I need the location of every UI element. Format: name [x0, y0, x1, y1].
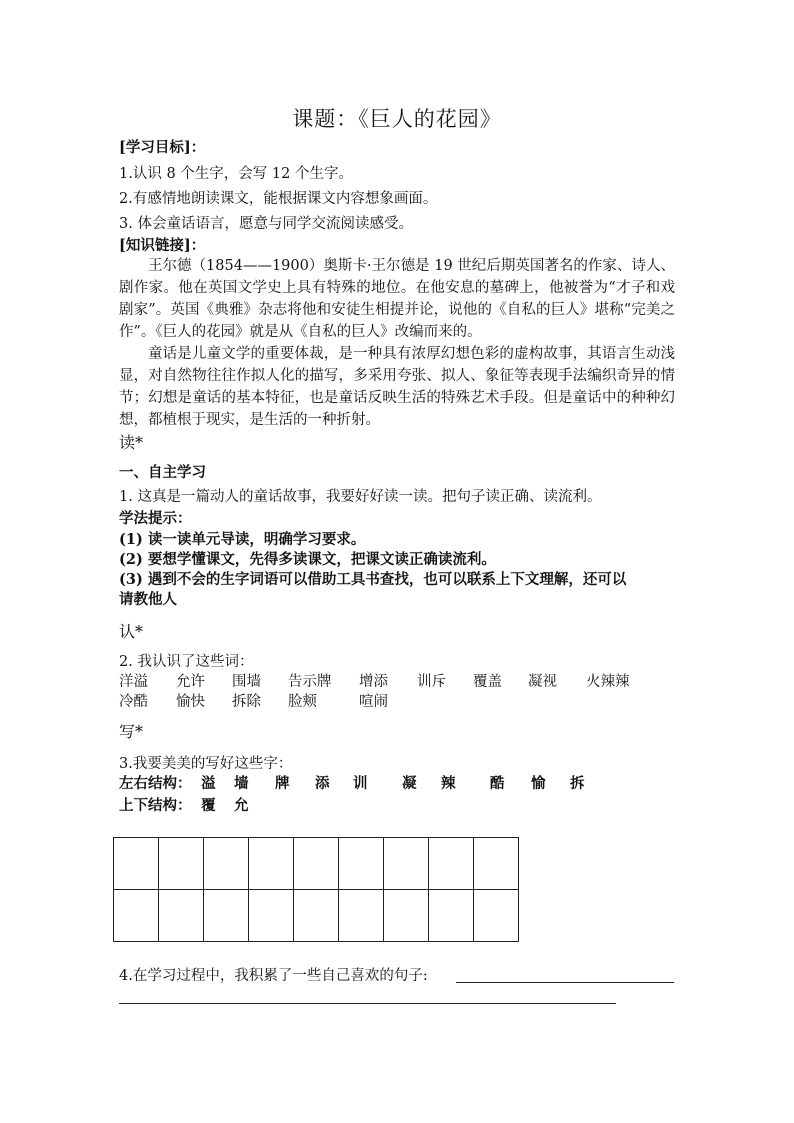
writing-cell[interactable]: [114, 890, 159, 942]
knowledge-text-1: 王尔德（1854——1900）奥斯卡·王尔德是 19 世纪后期英国著名的作家、诗人、剧作家。他在英国文学史上具有特殊的地位。在他安息的墓碑上，他被誉为“才子和戏剧家”。英国《典雅》杂志将他和安徒生相提并论，说他的《自私的巨人》堪称“完美之作”。《巨人的花园》就是从《自私的巨人》改编而来的。: [119, 258, 675, 340]
writing-grid: [113, 837, 519, 942]
tip-3-continued: 请教他人: [119, 591, 177, 608]
word: 允许: [176, 674, 205, 690]
word: 火辣辣: [586, 674, 630, 690]
writing-cell[interactable]: [384, 890, 429, 942]
char: 训: [353, 775, 368, 792]
top-bottom-structure-row: [119, 796, 639, 816]
knowledge-paragraph-2: [119, 343, 675, 431]
writing-cell[interactable]: [204, 890, 249, 942]
writing-cell[interactable]: [339, 838, 384, 890]
char: 牌: [275, 775, 290, 792]
grid-row: [114, 890, 519, 942]
word-row-2: [119, 692, 679, 712]
word: 脸颊: [288, 694, 317, 710]
char: 允: [234, 797, 249, 814]
writing-cell[interactable]: [474, 838, 519, 890]
write-label: 写*: [119, 722, 144, 741]
writing-cell[interactable]: [159, 838, 204, 890]
recognize-label: 认*: [119, 622, 144, 641]
char: 拆: [570, 775, 585, 792]
writing-cell[interactable]: [249, 890, 294, 942]
word: 冷酷: [119, 694, 148, 710]
read-item-1: 1. 这真是一篇动人的童话故事，我要好好读一读。把句子读正确、读流利。: [119, 489, 602, 505]
tips-heading: 学法提示：: [119, 510, 192, 527]
writing-cell[interactable]: [114, 838, 159, 890]
word-row-1: [119, 672, 679, 692]
writing-cell[interactable]: [294, 890, 339, 942]
writing-cell[interactable]: [339, 890, 384, 942]
page-title: 课题：《巨人的花园》: [292, 107, 502, 131]
char: 覆: [201, 797, 216, 814]
writing-cell[interactable]: [249, 838, 294, 890]
word: 愉快: [176, 694, 205, 710]
word: 拆除: [232, 694, 261, 710]
left-right-structure-row: [119, 774, 639, 794]
word: 覆盖: [473, 674, 502, 690]
item-4-prompt: 4.在学习过程中，我积累了一些自己喜欢的句子:: [119, 968, 428, 984]
word: 喧闹: [359, 694, 388, 710]
char: 凝: [402, 775, 417, 792]
writing-cell[interactable]: [429, 838, 474, 890]
word: 增添: [359, 674, 388, 690]
answer-line-2[interactable]: [119, 1003, 616, 1004]
knowledge-heading: [知识链接]：: [119, 237, 206, 254]
tip-1: (1) 读一读单元导读，明确学习要求。: [119, 531, 366, 548]
tip-3: (3) 遇到不会的生字词语可以借助工具书查找，也可以联系上下文理解，还可以: [119, 571, 627, 588]
answer-line-1[interactable]: [456, 982, 674, 983]
knowledge-text-2: 童话是儿童文学的重要体裁，是一种具有浓厚幻想色彩的虚构故事，其语言生动浅显，对自然物往往作拟人化的描写，多采用夸张、拟人、象征等表现手法编织奇异的情节；幻想是童话的基本特征，也是童话反映生活的特殊艺术手段。但是童话中的种种幻想，都植根于现实，是生活的一种折射。: [119, 346, 675, 428]
writing-cell[interactable]: [429, 890, 474, 942]
char: 酷: [490, 775, 505, 792]
read-label: 读*: [119, 433, 144, 452]
tip-2: (2) 要想学懂课文，先得多读课文，把课文读正确读流利。: [119, 551, 496, 568]
char: 辣: [441, 775, 456, 792]
goal-item-2: 2.有感情地朗读课文，能根据课文内容想象画面。: [119, 191, 438, 207]
word: 围墙: [232, 674, 261, 690]
write-item-3: 3.我要美美的写好这些字：: [119, 756, 293, 772]
writing-cell[interactable]: [204, 838, 249, 890]
knowledge-paragraph-1: [119, 255, 675, 343]
char: 添: [315, 775, 330, 792]
goal-item-1: 1.认识 8 个生字，会写 12 个生字。: [119, 166, 353, 182]
word: 训斥: [417, 674, 446, 690]
section-title: 一、自主学习: [119, 464, 206, 481]
structure-label: 上下结构：: [119, 797, 192, 814]
goals-heading: [学习目标]：: [119, 139, 206, 156]
grid-row: [114, 838, 519, 890]
char: 溢: [201, 775, 216, 792]
word: 告示牌: [288, 674, 332, 690]
writing-cell[interactable]: [384, 838, 429, 890]
writing-cell[interactable]: [294, 838, 339, 890]
word: 凝视: [528, 674, 557, 690]
char: 墙: [234, 775, 249, 792]
recognize-item-2: 2. 我认识了这些词：: [119, 654, 254, 670]
goal-item-3: 3. 体会童话语言，愿意与同学交流阅读感受。: [119, 216, 413, 232]
writing-cell[interactable]: [474, 890, 519, 942]
char: 愉: [531, 775, 546, 792]
word: 洋溢: [119, 674, 148, 690]
structure-label: 左右结构：: [119, 775, 192, 792]
writing-cell[interactable]: [159, 890, 204, 942]
